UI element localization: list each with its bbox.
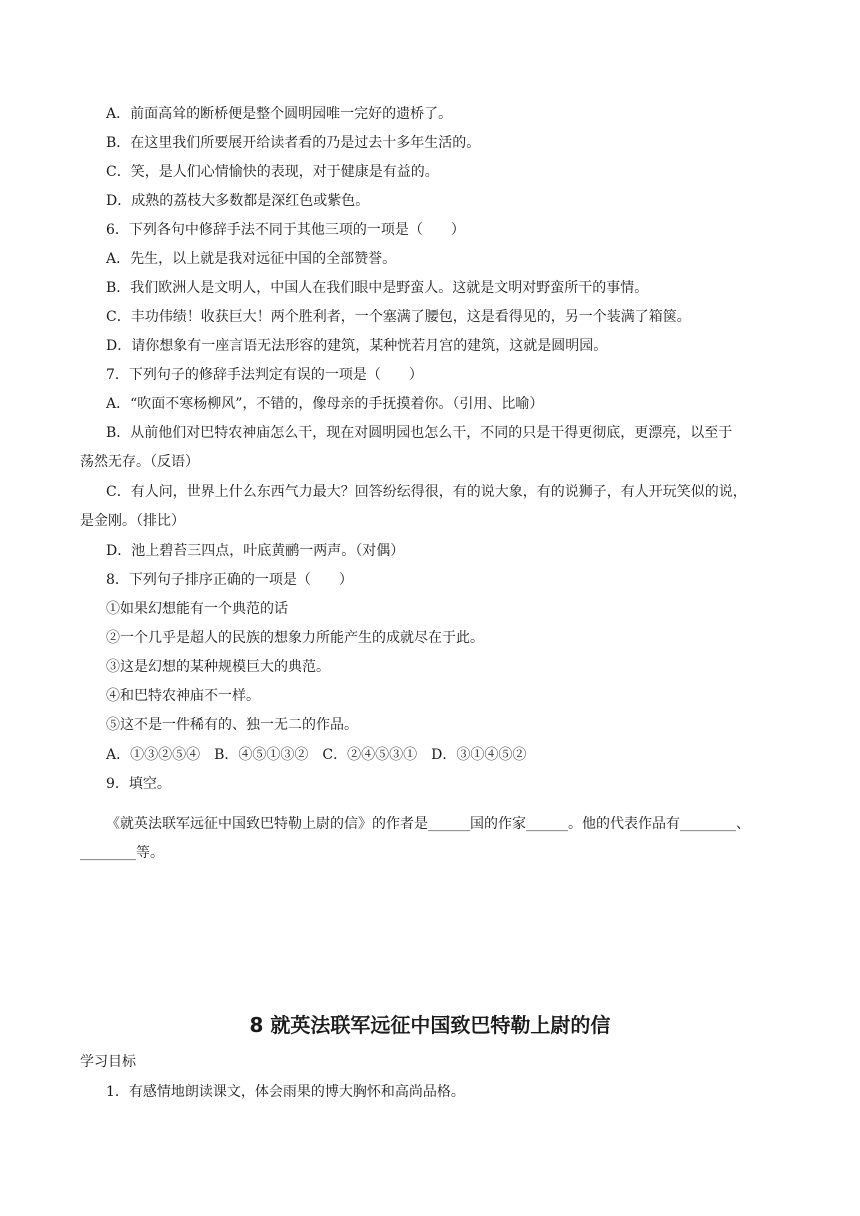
option-c-q7: C．有人问，世界上什么东西气力最大？回答纷纭得很，有的说大象，有的说狮子，有人开玩笑似的说， <box>106 484 747 500</box>
question-8: 8．下列句子排序正确的一项是（ ） <box>106 572 353 588</box>
sentence-2: ②一个几乎是超人的民族的想象力所能产生的成就尽在于此。 <box>106 630 484 646</box>
option-d-q7: D．池上碧苔三四点，叶底黄鹂一两声。（对偶） <box>106 543 405 559</box>
option-d-q5: D．成熟的荔枝大多数都是深红色或紫色。 <box>106 193 370 209</box>
sentence-5: ⑤这不是一件稀有的、独一无二的作品。 <box>106 717 358 733</box>
objective-1: 1．有感情地朗读课文，体会雨果的博大胸怀和高尚品格。 <box>106 1084 465 1100</box>
sentence-3: ③这是幻想的某种规模巨大的典范。 <box>106 659 330 675</box>
fill-in-blank-cont: ________等。 <box>80 845 164 861</box>
fill-in-blank: 《就英法联军远征中国致巴特勒上尉的信》的作者是______国的作家______。他的代表作品有________、 <box>106 816 750 832</box>
options-q8: A．①③②⑤④ B．④⑤①③② C．②④⑤③① D．③①④⑤② <box>106 747 527 763</box>
option-c-q6: C．丰功伟绩！收获巨大！两个胜利者，一个塞满了腰包，这是看得见的，另一个装满了箱箧。 <box>106 309 691 325</box>
option-a-q5: A．前面高耸的断桥便是整个圆明园唯一完好的遗桥了。 <box>106 106 453 122</box>
section-heading: 学习目标 <box>80 1054 136 1070</box>
option-a-q7: A．“吹面不寒杨柳风”，不错的，像母亲的手抚摸着你。（引用、比喻） <box>106 396 544 412</box>
lesson-title: 8 就英法联军远征中国致巴特勒上尉的信 <box>249 1013 611 1037</box>
option-d-q6: D．请你想象有一座言语无法形容的建筑，某种恍若月宫的建筑，这就是圆明园。 <box>106 338 608 354</box>
option-a-q6: A．先生，以上就是我对远征中国的全部赞誉。 <box>106 251 397 267</box>
option-c-q5: C．笑，是人们心情愉快的表现，对于健康是有益的。 <box>106 164 439 180</box>
option-b-q6: B．我们欧洲人是文明人，中国人在我们眼中是野蛮人。这就是文明对野蛮所干的事情。 <box>106 280 649 296</box>
option-b-q7: B．从前他们对巴特农神庙怎么干，现在对圆明园也怎么干，不同的只是干得更彻底，更漂亮，以至于 <box>106 425 733 441</box>
sentence-1: ①如果幻想能有一个典范的话 <box>106 601 288 617</box>
sentence-4: ④和巴特农神庙不一样。 <box>106 688 260 704</box>
question-9: 9．填空。 <box>106 776 171 792</box>
question-6: 6．下列各句中修辞手法不同于其他三项的一项是（ ） <box>106 222 465 238</box>
question-7: 7．下列句子的修辞手法判定有误的一项是（ ） <box>106 367 423 383</box>
option-b-q7-cont: 荡然无存。（反语） <box>80 454 199 470</box>
option-b-q5: B．在这里我们所要展开给读者看的乃是过去十多年生活的。 <box>106 135 481 151</box>
option-c-q7-cont: 是金刚。（排比） <box>80 513 185 529</box>
